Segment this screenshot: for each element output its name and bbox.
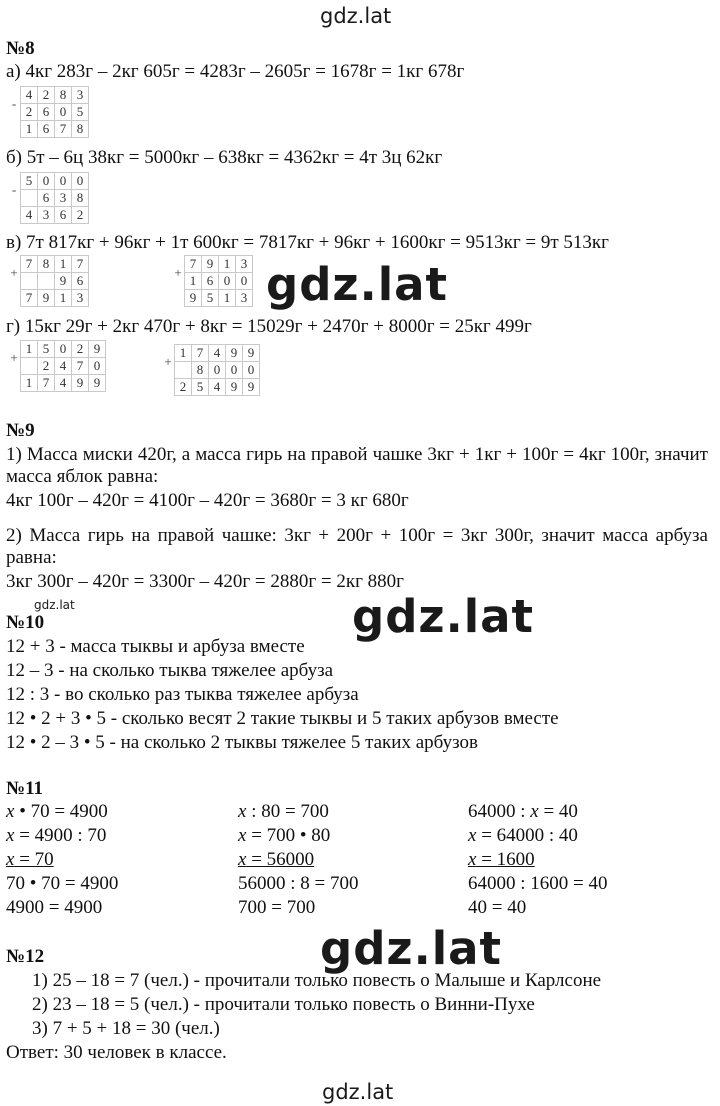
digit-cell: 9 — [243, 379, 260, 396]
digit-cell: 7 — [21, 290, 38, 307]
task-12-title: №12 — [6, 946, 45, 967]
column-calc-8c-2 — [172, 255, 253, 307]
watermark-large-1: gdz.lat — [266, 258, 449, 311]
eq-text: = 70 — [14, 849, 54, 870]
digit-cell: 4 — [55, 375, 72, 392]
task-8a-line: а) 4кг 283г – 2кг 605г = 4283г – 2605г = 1678г = 1кг 678г — [6, 61, 465, 82]
digit-cell: 9 — [55, 273, 72, 290]
digit-cell: 2 — [175, 379, 192, 396]
equation-2-check: 56000 : 8 = 700 — [238, 873, 359, 894]
digit-cell: 7 — [55, 121, 72, 138]
digit-cell: 1 — [175, 345, 192, 362]
digit-cell: 3 — [72, 87, 89, 104]
eq-text: = 56000 — [246, 849, 315, 870]
digit-cell: 1 — [21, 375, 38, 392]
digit-cell: 2 — [72, 341, 89, 358]
digit-cell: 9 — [38, 290, 55, 307]
equation-1-line-2 — [6, 825, 106, 847]
digit-cell: 1 — [21, 121, 38, 138]
digit-cell: 4 — [209, 345, 226, 362]
watermark-bottom: gdz.lat — [322, 1080, 394, 1104]
digit-cell: 7 — [72, 256, 89, 273]
digit-cell: 4 — [55, 358, 72, 375]
eq-text: = 64000 : 40 — [476, 825, 578, 846]
equation-1-check-result: 4900 = 4900 — [6, 897, 103, 918]
digit-cell: 7 — [185, 256, 202, 273]
task-9-paragraph-2: 2) Масса гирь на правой чашке: 3кг + 200г + 100г = 3кг 300г, значит масса арбуза равна: — [6, 525, 708, 568]
digit-cell: 2 — [72, 207, 89, 224]
digit-cell: 3 — [38, 207, 55, 224]
equation-3-check: 64000 : 1600 = 40 — [468, 873, 608, 894]
digit-cell: 0 — [55, 104, 72, 121]
variable-x: x — [468, 849, 477, 870]
plus-sign: + — [174, 264, 182, 280]
plus-sign: + — [164, 353, 172, 369]
task-8-title: №8 — [6, 38, 35, 59]
digit-cell: 7 — [72, 358, 89, 375]
digit-cell: 8 — [72, 190, 89, 207]
equation-1-line-1 — [6, 801, 108, 823]
task-10-line: 12 + 3 - масса тыквы и арбуза вместе — [6, 636, 305, 657]
watermark-large-2: gdz.lat — [352, 590, 535, 643]
task-12-step-3: 3) 7 + 5 + 18 = 30 (чел.) — [32, 1018, 220, 1039]
variable-x: x — [6, 849, 15, 870]
task-8c-line: в) 7т 817кг + 96кг + 1т 600кг = 7817кг + 96кг + 1600кг = 9513кг = 9т 513кг — [6, 232, 609, 253]
digit-cell: 0 — [209, 362, 226, 379]
digit-cell: 3 — [55, 190, 72, 207]
digit-cell: 2 — [21, 104, 38, 121]
digit-cell: 8 — [192, 362, 209, 379]
digit-cell: 0 — [89, 358, 106, 375]
digit-cell: 0 — [55, 341, 72, 358]
task-11-title: №11 — [6, 778, 44, 799]
digit-cell: 0 — [55, 173, 72, 190]
task-10-title: №10 — [6, 612, 45, 633]
digit-cell: 0 — [243, 362, 260, 379]
watermark-top: gdz.lat — [320, 4, 392, 28]
digit-cell: 0 — [38, 173, 55, 190]
task-8d-line: г) 15кг 29г + 2кг 470г + 8кг = 15029г + 2470г + 8000г = 25кг 499г — [6, 316, 532, 337]
plus-sign: + — [10, 264, 18, 280]
digit-cell: 0 — [219, 273, 236, 290]
task-12-answer: Ответ: 30 человек в классе. — [6, 1042, 227, 1063]
task-12-step-2: 2) 23 – 18 = 5 (чел.) - прочитали только повесть о Винни-Пухе — [32, 994, 535, 1015]
digit-cell — [21, 358, 38, 375]
digit-cell: 8 — [55, 87, 72, 104]
task-10-line: 12 • 2 + 3 • 5 - сколько весят 2 такие тыквы и 5 таких арбузов вместе — [6, 708, 559, 729]
task-10-line: 12 – 3 - на сколько тыква тяжелее арбуза — [6, 660, 334, 681]
digit-cell: 5 — [38, 341, 55, 358]
digit-cell: 6 — [38, 104, 55, 121]
digit-cell: 0 — [226, 362, 243, 379]
task-12-step-1: 1) 25 – 18 = 7 (чел.) - прочитали только повесть о Малыше и Карлсоне — [32, 970, 602, 991]
digit-cell: 5 — [192, 379, 209, 396]
digit-cell: 3 — [236, 290, 253, 307]
eq-text: • 70 = 4900 — [14, 801, 108, 822]
task-10-line: 12 • 2 – 3 • 5 - на сколько 2 тыквы тяжелее 5 таких арбузов — [6, 732, 478, 753]
task-9-equation-2: 3кг 300г – 420г = 3300г – 420г = 2880г = 2кг 880г — [6, 571, 404, 592]
digit-cell — [38, 273, 55, 290]
equation-3-answer — [468, 849, 535, 871]
variable-x: x — [6, 801, 15, 822]
digit-cell: 8 — [38, 256, 55, 273]
digit-cell: 4 — [21, 87, 38, 104]
digit-cell: 6 — [55, 207, 72, 224]
digit-cell: 0 — [72, 173, 89, 190]
variable-x: x — [468, 825, 477, 846]
watermark-large-3: gdz.lat — [320, 922, 503, 975]
digit-cell: 2 — [38, 87, 55, 104]
digit-cell: 1 — [219, 290, 236, 307]
digit-cell: 7 — [192, 345, 209, 362]
variable-x: x — [530, 801, 539, 822]
digit-cell: 9 — [72, 375, 89, 392]
digit-cell: 1 — [219, 256, 236, 273]
digit-cell: 7 — [38, 375, 55, 392]
equation-2-line-2 — [238, 825, 330, 847]
equation-3-check-result: 40 = 40 — [468, 897, 527, 918]
digit-cell: 6 — [72, 273, 89, 290]
digit-cell: 6 — [38, 121, 55, 138]
equation-2-line-1 — [238, 801, 329, 823]
digit-cell: 4 — [21, 207, 38, 224]
task-9-title: №9 — [6, 420, 35, 441]
digit-cell: 0 — [236, 273, 253, 290]
eq-text: = 700 • 80 — [246, 825, 331, 846]
digit-cell: 9 — [89, 341, 106, 358]
task-8b-line: б) 5т – 6ц 38кг = 5000кг – 638кг = 4362кг = 4т 3ц 62кг — [6, 147, 443, 168]
digit-cell: 9 — [226, 345, 243, 362]
watermark-tiny: gdz.lat — [34, 598, 75, 612]
variable-x: x — [238, 801, 247, 822]
digit-cell: 8 — [72, 121, 89, 138]
digit-cell: 5 — [72, 104, 89, 121]
digit-cell: 6 — [38, 190, 55, 207]
digit-cell: 1 — [55, 290, 72, 307]
variable-x: x — [6, 825, 15, 846]
minus-sign: - — [11, 95, 17, 111]
column-calc-8c-1 — [8, 255, 89, 307]
equation-1-answer — [6, 849, 54, 871]
digit-cell — [175, 362, 192, 379]
digit-cell: 9 — [226, 379, 243, 396]
eq-text: 64000 : — [468, 801, 531, 822]
equation-1-check: 70 • 70 = 4900 — [6, 873, 119, 894]
eq-text: = 1600 — [476, 849, 535, 870]
digit-cell: 4 — [209, 379, 226, 396]
digit-cell — [21, 273, 38, 290]
column-calc-8a — [8, 86, 89, 138]
variable-x: x — [238, 849, 247, 870]
digit-cell: 5 — [202, 290, 219, 307]
column-calc-8d-1 — [8, 340, 106, 392]
digit-cell: 1 — [55, 256, 72, 273]
eq-text: = 4900 : 70 — [14, 825, 107, 846]
eq-text: = 40 — [538, 801, 578, 822]
task-9-equation-1: 4кг 100г – 420г = 4100г – 420г = 3680г = 3 кг 680г — [6, 490, 409, 511]
equation-2-answer — [238, 849, 314, 871]
equation-3-line-1 — [468, 801, 578, 823]
column-calc-8b — [8, 172, 89, 224]
task-10-line: 12 : 3 - во сколько раз тыква тяжелее арбуза — [6, 684, 359, 705]
digit-cell: 3 — [236, 256, 253, 273]
equation-2-check-result: 700 = 700 — [238, 897, 316, 918]
equation-3-line-2 — [468, 825, 578, 847]
digit-cell — [21, 190, 38, 207]
column-calc-8d-2 — [162, 344, 260, 396]
digit-cell: 9 — [243, 345, 260, 362]
digit-cell: 9 — [89, 375, 106, 392]
digit-cell: 3 — [72, 290, 89, 307]
task-9-paragraph-1: 1) Масса миски 420г, а масса гирь на правой чашке 3кг + 1кг + 100г = 4кг 100г, значит масса яблок равна: — [6, 444, 708, 487]
digit-cell: 1 — [185, 273, 202, 290]
plus-sign: + — [10, 349, 18, 365]
eq-text: : 80 = 700 — [246, 801, 329, 822]
digit-cell: 2 — [38, 358, 55, 375]
digit-cell: 7 — [21, 256, 38, 273]
variable-x: x — [238, 825, 247, 846]
digit-cell: 5 — [21, 173, 38, 190]
digit-cell: 6 — [202, 273, 219, 290]
digit-cell: 1 — [21, 341, 38, 358]
minus-sign: - — [11, 181, 17, 197]
digit-cell: 9 — [185, 290, 202, 307]
digit-cell: 9 — [202, 256, 219, 273]
